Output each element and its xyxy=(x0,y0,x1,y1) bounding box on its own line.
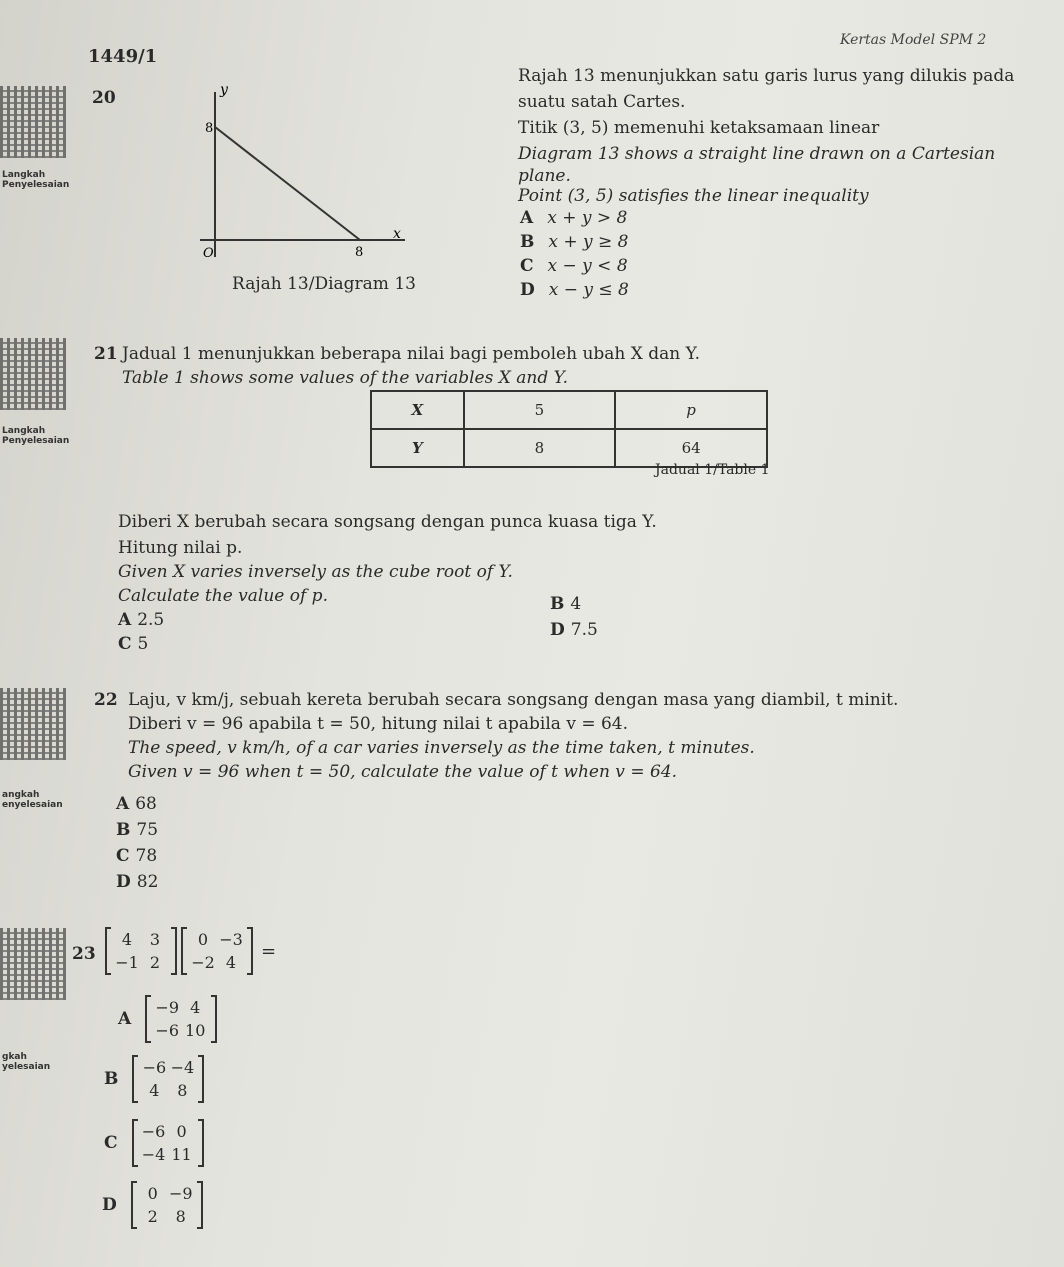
straight-line xyxy=(215,127,360,240)
q21-option-c[interactable]: C 5 xyxy=(118,634,149,654)
question-number-22: 22 xyxy=(94,690,118,710)
qr-code-q22[interactable] xyxy=(0,688,66,760)
qr-code-q21[interactable] xyxy=(0,338,66,410)
x-axis-label: x xyxy=(393,226,401,242)
y-axis-label: y xyxy=(220,82,228,98)
table-row-x xyxy=(371,391,767,429)
q20-en-line3: Point (3, 5) satisfies the linear inequality xyxy=(518,186,869,206)
q20-option-d[interactable]: D x − y ≤ 8 xyxy=(520,280,629,300)
q20-ms-line3: Titik (3, 5) memenuhi ketaksamaan linear xyxy=(518,118,880,138)
margin-label-step: Langkah xyxy=(2,170,46,180)
q23-option-d[interactable]: D 0 −9 2 8 xyxy=(102,1182,203,1228)
option-c-matrix: −6 0 −4 11 xyxy=(132,1120,204,1166)
margin-label-solution-23: yelesaian xyxy=(2,1062,51,1072)
matrix-2: 0 −3 −2 4 xyxy=(181,928,253,974)
margin-label-step-22: angkah xyxy=(2,790,40,800)
q20-en-line2: plane. xyxy=(518,166,571,186)
q23-option-b[interactable]: B −6 −4 4 8 xyxy=(104,1056,204,1102)
margin-label-solution-22: enyelesaian xyxy=(2,800,63,810)
margin-label-solution: Penyelesaian xyxy=(2,180,70,190)
table-cell: Y xyxy=(371,429,464,467)
q21-ms-line: Jadual 1 menunjukkan beberapa nilai bagi pemboleh ubah X dan Y. xyxy=(122,344,701,364)
margin-label-solution-21: Penyelesaian xyxy=(2,436,70,446)
table-cell: 8 xyxy=(464,429,616,467)
paper-code: 1449/1 xyxy=(88,46,158,67)
q21-en-line: Table 1 shows some values of the variables X and Y. xyxy=(122,368,569,388)
paper-title: Kertas Model SPM 2 xyxy=(840,32,987,48)
q22-option-a[interactable]: A 68 xyxy=(116,794,157,814)
q20-option-c[interactable]: C x − y < 8 xyxy=(520,256,628,276)
q21-ms-text1: Diberi X berubah secara songsang dengan punca kuasa tiga Y. xyxy=(118,512,657,532)
question-number-20: 20 xyxy=(92,88,116,108)
matrix-1: 4 3 −1 2 xyxy=(105,928,177,974)
qr-code-q23[interactable] xyxy=(0,928,66,1000)
q20-ms-line1: Rajah 13 menunjukkan satu garis lurus yang dilukis pada xyxy=(518,66,1015,86)
table-cell: 5 xyxy=(464,391,616,429)
table-caption: Jadual 1/Table 1 xyxy=(655,462,770,478)
question-number-21: 21 xyxy=(94,344,118,364)
q23-option-a[interactable]: A −9 4 −6 10 xyxy=(118,996,217,1042)
q21-en-text1: Given X varies inversely as the cube root of Y. xyxy=(118,562,513,582)
question-number-23: 23 xyxy=(72,944,96,964)
margin-label-step-23: gkah xyxy=(2,1052,27,1062)
q21-option-a[interactable]: A 2.5 xyxy=(118,610,165,630)
q22-option-c[interactable]: C 78 xyxy=(116,846,158,866)
q22-en-line2: Given v = 96 when t = 50, calculate the value of t when v = 64. xyxy=(128,762,677,782)
q21-option-b[interactable]: B 4 xyxy=(550,594,582,614)
q22-option-b[interactable]: B 75 xyxy=(116,820,159,840)
table-1 xyxy=(370,390,768,468)
margin-label-step-21: Langkah xyxy=(2,426,46,436)
option-a-matrix: −9 4 −6 10 xyxy=(145,996,217,1042)
table-cell: p xyxy=(615,391,767,429)
diagram-caption: Rajah 13/Diagram 13 xyxy=(232,274,416,294)
q22-en-line1: The speed, v km/h, of a car varies inversely as the time taken, t minutes. xyxy=(128,738,755,758)
q21-ms-text2: Hitung nilai p. xyxy=(118,538,243,558)
q21-option-d[interactable]: D 7.5 xyxy=(550,620,598,640)
q21-en-text2: Calculate the value of p. xyxy=(118,586,328,606)
q23-expression xyxy=(105,928,276,974)
q20-option-b[interactable]: B x + y ≥ 8 xyxy=(520,232,629,252)
diagram-13 xyxy=(195,82,420,282)
option-b-matrix: −6 −4 4 8 xyxy=(132,1056,204,1102)
y-intercept-label: 8 xyxy=(205,121,214,136)
q22-ms-line2: Diberi v = 96 apabila t = 50, hitung nilai t apabila v = 64. xyxy=(128,714,629,734)
table-cell: X xyxy=(371,391,464,429)
q22-ms-line1: Laju, v km/j, sebuah kereta berubah secara songsang dengan masa yang diambil, t minit. xyxy=(128,690,899,710)
q20-en-line1: Diagram 13 shows a straight line drawn on a Cartesian xyxy=(518,144,996,164)
equals-sign: = xyxy=(261,940,277,962)
q20-option-a[interactable]: A x + y > 8 xyxy=(520,208,628,228)
table-cell: 64 xyxy=(615,429,767,467)
q23-option-c[interactable]: C −6 0 −4 11 xyxy=(104,1120,204,1166)
option-d-matrix: 0 −9 2 8 xyxy=(131,1182,203,1228)
x-intercept-label: 8 xyxy=(355,245,364,260)
origin-label: O xyxy=(203,246,214,261)
q22-option-d[interactable]: D 82 xyxy=(116,872,159,892)
qr-code-q20[interactable] xyxy=(0,86,66,158)
q20-ms-line2: suatu satah Cartes. xyxy=(518,92,686,112)
